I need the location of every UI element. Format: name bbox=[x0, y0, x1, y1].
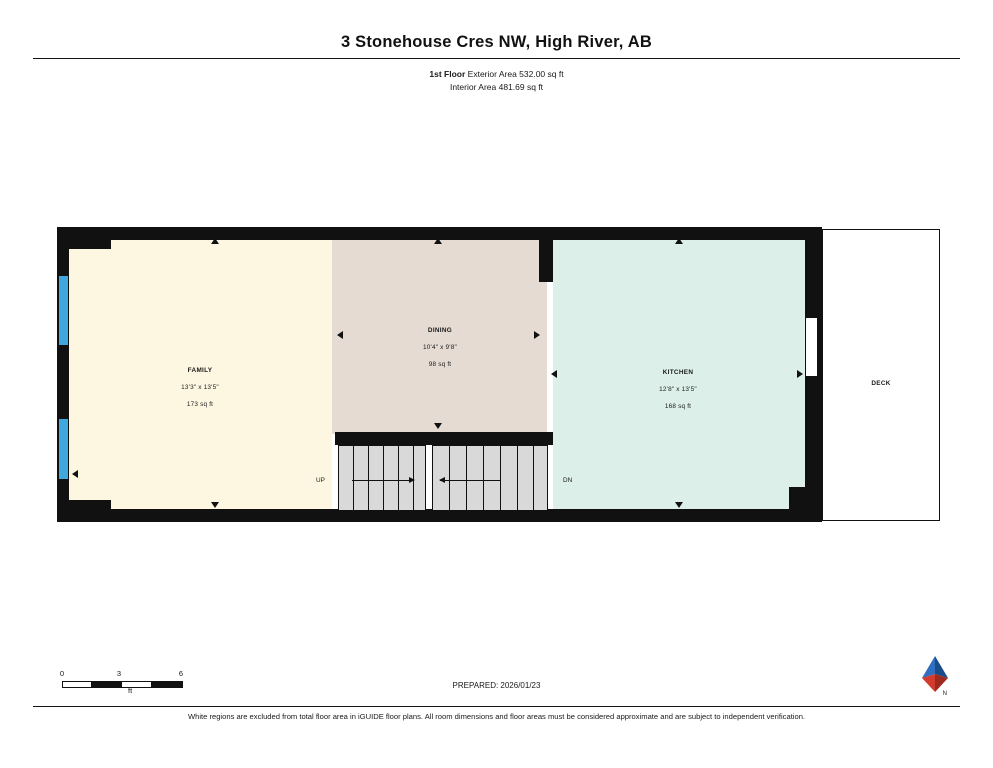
room-kitchen-name: KITCHEN bbox=[662, 368, 694, 376]
dim-arrow-kitchen-right bbox=[797, 370, 803, 378]
dim-arrow-kitchen-up bbox=[675, 238, 683, 244]
dim-arrow-family-down bbox=[211, 502, 219, 508]
floor-label: 1st Floor bbox=[429, 69, 466, 79]
exterior-area: Exterior Area 532.00 sq ft bbox=[467, 69, 564, 79]
room-kitchen-area: 168 sq ft bbox=[664, 402, 692, 410]
dim-arrow-dining-down bbox=[434, 423, 442, 429]
wall-corner-topleft bbox=[57, 227, 111, 249]
room-dining-label bbox=[380, 318, 500, 378]
scale-tick-0: 0 bbox=[59, 669, 65, 678]
page-title: 3 Stonehouse Cres NW, High River, AB bbox=[341, 33, 652, 51]
dim-arrow-kitchen-down bbox=[675, 502, 683, 508]
wall-stair-head bbox=[335, 432, 553, 445]
room-dining-area: 98 sq ft bbox=[428, 360, 452, 368]
room-kitchen-label bbox=[618, 360, 738, 420]
dim-arrow-dining-right bbox=[534, 331, 540, 339]
dim-arrow-family-left bbox=[72, 470, 78, 478]
room-dining-dimensions: 10'4" x 9'8" bbox=[423, 343, 457, 351]
room-family-area: 173 sq ft bbox=[186, 400, 214, 408]
dim-arrow-dining-left bbox=[337, 331, 343, 339]
stair-arrow-down bbox=[440, 480, 500, 481]
stair-arrow-up bbox=[352, 480, 414, 481]
window-left-upper bbox=[59, 276, 68, 345]
wall-corner-kitchen-bottomright bbox=[789, 487, 822, 522]
stair-down-label: DN bbox=[563, 477, 573, 484]
wall-dining-kitchen bbox=[539, 236, 553, 282]
room-deck-label bbox=[836, 371, 926, 397]
door-gap-deck bbox=[806, 318, 817, 376]
room-family-label bbox=[140, 358, 260, 418]
scale-tick-3: 3 bbox=[116, 669, 122, 678]
room-dining-name: DINING bbox=[427, 326, 453, 334]
disclaimer-divider bbox=[33, 706, 960, 707]
room-family-dimensions: 13'3" x 13'5" bbox=[181, 383, 219, 391]
scale-tick-6: 6 bbox=[178, 669, 184, 678]
stair-run-down bbox=[432, 445, 548, 511]
wall-corner-bottomleft bbox=[57, 500, 111, 522]
dim-arrow-kitchen-left bbox=[551, 370, 557, 378]
interior-area: Interior Area 481.69 sq ft bbox=[449, 82, 544, 92]
room-kitchen-dimensions: 12'8" x 13'5" bbox=[659, 385, 697, 393]
dim-arrow-family-up bbox=[211, 238, 219, 244]
room-family-name: FAMILY bbox=[187, 366, 213, 374]
stair-up-label: UP bbox=[316, 477, 325, 484]
room-deck-name: DECK bbox=[871, 379, 891, 387]
dim-arrow-dining-up bbox=[434, 238, 442, 244]
scale-unit-label: ft bbox=[128, 686, 133, 695]
window-left-lower bbox=[59, 419, 68, 479]
compass-north-label: N bbox=[942, 691, 947, 697]
prepared-date: PREPARED: 2026/01/23 bbox=[452, 681, 541, 690]
disclaimer-text: White regions are excluded from total floor area in iGUIDE floor plans. All room dimensions and floor areas must be considered approximate and are subject to independent verification. bbox=[187, 712, 806, 721]
compass-rose bbox=[895, 652, 951, 698]
